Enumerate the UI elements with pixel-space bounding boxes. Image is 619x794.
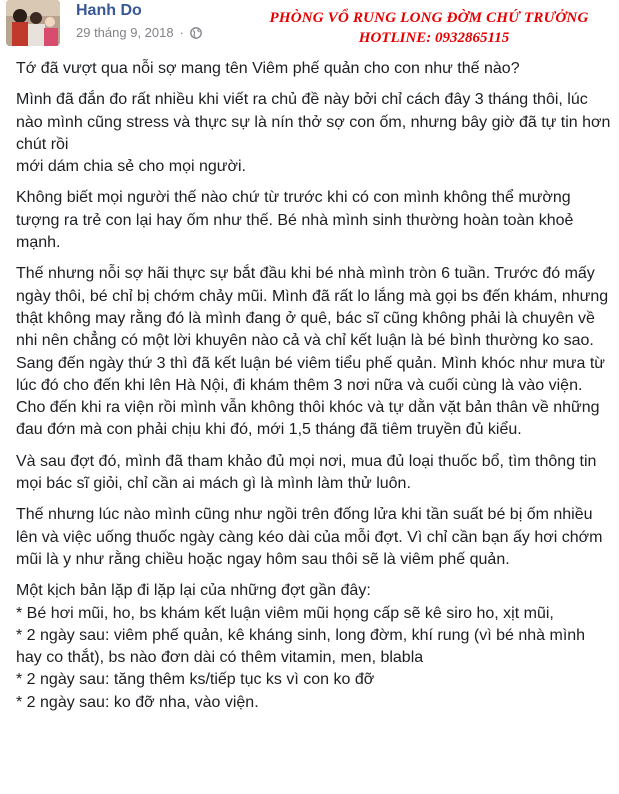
clinic-hotline: HOTLINE: 0932865115 [358, 30, 510, 46]
clinic-watermark [249, 8, 609, 48]
list-item: * Bé hơi mũi, ho, bs khám kết luận viêm mũi họng cấp sẽ kê siro ho, xịt mũi, [16, 604, 554, 622]
list-intro: Một kịch bản lặp đi lặp lại của những đợt gần đây: [16, 582, 371, 600]
avatar-photo [6, 0, 60, 46]
post-paragraph-5: Và sau đợt đó, mình đã tham khảo đủ mọi nơi, mua đủ loại thuốc bổ, tìm thông tin mọi bác sĩ giỏi, chỉ cần ai mách gì là mình làm thử luôn. [16, 452, 597, 493]
post-body [16, 58, 612, 714]
post-date[interactable]: 29 tháng 9, 2018 [76, 25, 174, 40]
list-item: * 2 ngày sau: viêm phế quản, kê kháng sinh, long đờm, khí rung (vì bé nhà mình hay co thắt), bs nào đơn dài có thêm vitamin, men, blabla [16, 626, 586, 667]
post-meta [76, 25, 202, 40]
clinic-title: PHÒNG VỔ RUNG LONG ĐỜM CHỨ TRƯỞNG [269, 10, 589, 26]
post-list-block [16, 580, 612, 714]
avatar[interactable] [6, 0, 60, 46]
list-item: * 2 ngày sau: tăng thêm ks/tiếp tục ks vì con ko đỡ [16, 671, 375, 689]
post-header [0, 0, 619, 52]
post-paragraph-2b: mới dám chia sẻ cho mọi người. [16, 158, 246, 176]
post-paragraph-4: Thế nhưng nỗi sợ hãi thực sự bắt đầu khi bé nhà mình tròn 6 tuần. Trước đó mấy ngày thôi, bé chỉ bị chớm chảy mũi. Mình đã rất lo lắng mà gọi bs đến khám, nhưng thật không may rằng đó là mình đang ở quê, bác sĩ cũng không phải là chuyên về nhi nên chẳng có một lời khuyên nào cả và chỉ kết luận là bé bình thường ko sao. Sang đến ngày thứ 3 thì đã kết luận bé viêm tiểu phế quản. Mình khóc như mưa từ lúc đó cho đến khi lên Hà Nội, đi khám thêm 3 nơi nữa và cuối cùng là vào viện. Cho đến khi ra viện rồi mình vẫn không thôi khóc và tự dằn vặt bản thân về những đau đớn mà con phải chịu khi đó, mới 1,5 tháng đã tiêm truyền đủ kiểu. [16, 265, 609, 439]
post-paragraph-2a: Mình đã đắn đo rất nhiều khi viết ra chủ đề này bởi chỉ cách đây 3 tháng thôi, lúc nào mình cũng stress và thực sự là nín thở sợ con ốm, nhưng bây giờ đã tự tin hơn chút rồi [16, 91, 611, 153]
globe-icon[interactable] [190, 27, 202, 39]
author-name[interactable]: Hanh Do [76, 2, 142, 19]
post-paragraph-3: Không biết mọi người thế nào chứ từ trước khi có con mình không thể mường tượng ra trẻ con lại hay ốm như thế. Bé nhà mình sinh thường hoàn toàn khoẻ mạnh. [16, 189, 574, 252]
post-paragraph-1: Tớ đã vượt qua nỗi sợ mang tên Viêm phế quản cho con như thế nào? [16, 60, 520, 77]
list-item: * 2 ngày sau: ko đỡ nha, vào viện. [16, 693, 259, 711]
meta-separator: · [179, 25, 184, 40]
post-paragraph-6: Thế nhưng lúc nào mình cũng như ngồi trên đống lửa khi tần suất bé bị ốm nhiều lên và việc uống thuốc ngày càng kéo dài của mỗi đợt. Vì chỉ cần bạn ấy hơi chớm mũi là y như rằng chiều hoặc ngay hôm sau thôi sẽ là viêm phế quản. [16, 506, 603, 568]
post-paragraph-2 [16, 89, 612, 178]
